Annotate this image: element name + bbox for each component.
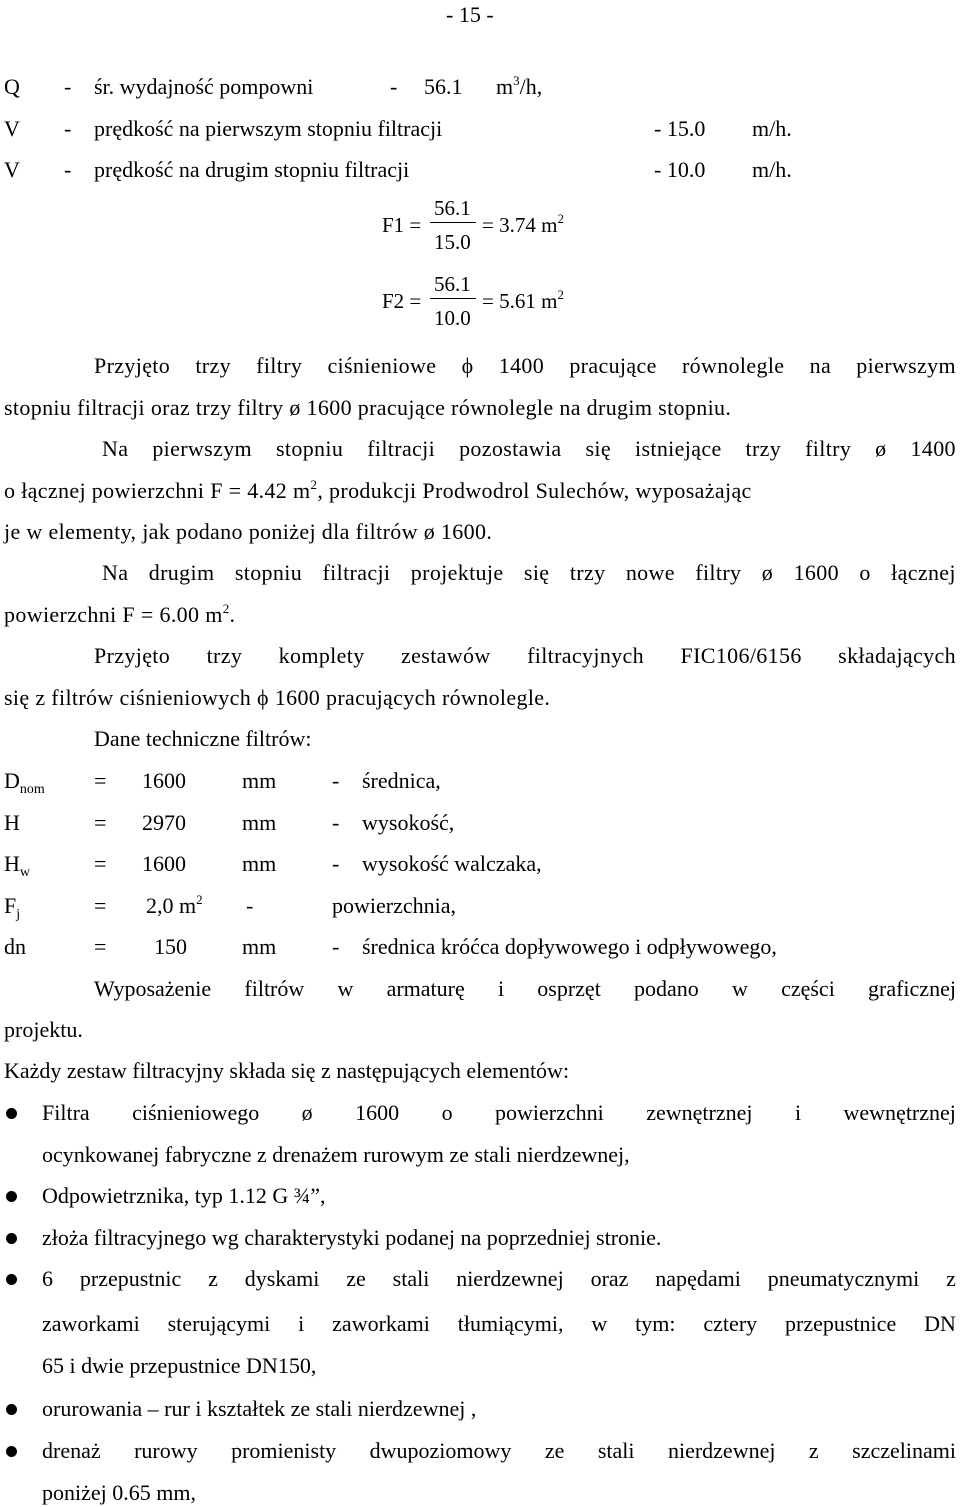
tech-symbol: $F_j$	[4, 893, 21, 922]
formula-lhs: F2 =	[382, 289, 422, 313]
tech-value: 1600	[142, 768, 186, 793]
var-dash: -	[64, 74, 72, 99]
justified-line: Na drugim stopniu filtracji projektuje się trzy nowe filtry ø 1600 o łącznej	[102, 560, 956, 585]
var-separator: -	[390, 74, 398, 99]
var-dash: -	[64, 157, 72, 182]
var-symbol: Q	[4, 74, 20, 99]
var-symbol: V	[4, 157, 20, 182]
var-unit: m/h.	[752, 116, 792, 141]
text-line: poniżej 0.65 mm,	[42, 1480, 196, 1505]
formula-rhs: = 5.61 $m^2$	[482, 287, 564, 313]
var-description: prędkość na pierwszym stopniu filtracji	[94, 116, 443, 141]
formula-numerator: 56.1	[434, 196, 471, 220]
tech-eq: =	[94, 768, 107, 793]
tech-description: powierzchnia,	[332, 893, 456, 918]
tech-unit: -	[246, 893, 254, 918]
bullet-icon	[6, 1274, 17, 1285]
text-line: o łącznej powierzchni F = 4.42 $m^2$, produkcji Prodwodrol Sulechów, wyposażając	[4, 477, 752, 503]
bullet-icon	[6, 1191, 17, 1202]
text-line: 65 i dwie przepustnice DN150,	[42, 1353, 317, 1378]
text-line: ocynkowanej fabryczne z drenażem rurowym ze stali nierdzewnej,	[42, 1142, 630, 1167]
justified-line: Filtra ciśnieniowego ø 1600 o powierzchni zewnętrznej i wewnętrznej	[42, 1100, 956, 1125]
var-value: - 10.0	[654, 157, 706, 182]
formula-denominator: 10.0	[434, 306, 471, 330]
justified-line: 6 przepustnic z dyskami ze stali nierdzewnej oraz napędami pneumatycznymi z	[42, 1266, 956, 1291]
set-intro: Każdy zestaw filtracyjny składa się z następujących elementów:	[4, 1058, 570, 1083]
tech-symbol: H	[4, 810, 20, 835]
formula-denominator: 15.0	[434, 230, 471, 254]
formula-lhs: F1 =	[382, 213, 422, 237]
text-line: powierzchni F = 6.00 $m^2$.	[4, 601, 236, 627]
tech-description: wysokość walczaka,	[362, 851, 542, 876]
tech-value: 2,0 $m^2$	[146, 892, 203, 918]
bullet-icon	[6, 1108, 17, 1119]
tech-value: 2970	[142, 810, 186, 835]
justified-line: drenaż rurowy promienisty dwupoziomowy ze stali nierdzewnej z szczelinami	[42, 1438, 956, 1463]
tech-dash: -	[332, 934, 340, 959]
var-dash: -	[64, 116, 72, 141]
justified-line: zaworkami sterującymi i zaworkami tłumiącymi, w tym: cztery przepustnice DN	[42, 1311, 956, 1336]
bullet-icon	[6, 1446, 17, 1457]
text-line: złoża filtracyjnego wg charakterystyki podanej na poprzedniej stronie.	[42, 1225, 662, 1250]
formula-numerator: 56.1	[434, 272, 471, 296]
tech-description: średnica króćca dopływowego i odpływowego,	[362, 934, 777, 959]
var-description: prędkość na drugim stopniu filtracji	[94, 157, 410, 182]
tech-symbol: $D_{nom}$	[4, 768, 45, 797]
page-number: - 15 -	[446, 2, 494, 27]
text-line: orurowania – rur i kształtek ze stali nierdzewnej ,	[42, 1396, 477, 1421]
var-unit: m/h.	[752, 157, 792, 182]
text-line: Odpowietrznika, typ 1.12 G ¾”,	[42, 1183, 326, 1208]
justified-line: Przyjęto trzy filtry ciśnieniowe ϕ 1400 pracujące równolegle na pierwszym	[94, 353, 956, 378]
formula-rhs: = 3.74 $m^2$	[482, 211, 564, 237]
tech-dash: -	[332, 851, 340, 876]
tech-data-heading: Dane techniczne filtrów:	[94, 726, 312, 751]
tech-eq: =	[94, 851, 107, 876]
tech-symbol: dn	[4, 934, 26, 959]
var-unit: $m^3/h$,	[496, 73, 543, 99]
var-value: - 15.0	[654, 116, 706, 141]
tech-unit: mm	[242, 768, 277, 793]
tech-value: 1600	[142, 851, 186, 876]
tech-description: średnica,	[362, 768, 441, 793]
fraction-bar	[430, 298, 476, 299]
var-description: śr. wydajność pompowni	[94, 74, 314, 99]
tech-symbol: $H_w$	[4, 851, 31, 880]
tech-dash: -	[332, 768, 340, 793]
text-line: stopniu filtracji oraz trzy filtry ø 1600 pracujące równolegle na drugim stopniu.	[4, 395, 732, 420]
tech-value: 150	[154, 934, 187, 959]
text-line: projektu.	[4, 1017, 83, 1042]
tech-unit: mm	[242, 934, 277, 959]
tech-dash: -	[332, 810, 340, 835]
tech-description: wysokość,	[362, 810, 455, 835]
bullet-icon	[6, 1404, 17, 1415]
bullet-icon	[6, 1233, 17, 1244]
justified-line: Wyposażenie filtrów w armaturę i osprzęt podano w części graficznej	[94, 976, 956, 1001]
fraction-bar	[430, 222, 476, 223]
text-line: się z filtrów ciśnieniowych ϕ 1600 pracujących równolegle.	[4, 685, 551, 710]
tech-eq: =	[94, 810, 107, 835]
var-value: 56.1	[424, 74, 463, 99]
tech-unit: mm	[242, 810, 277, 835]
tech-eq: =	[94, 893, 107, 918]
tech-eq: =	[94, 934, 107, 959]
justified-line: Na pierwszym stopniu filtracji pozostawia się istniejące trzy filtry ø 1400	[102, 436, 956, 461]
var-symbol: V	[4, 116, 20, 141]
justified-line: Przyjęto trzy komplety zestawów filtracyjnych FIC106/6156 składających	[94, 643, 956, 668]
tech-unit: mm	[242, 851, 277, 876]
text-line: je w elementy, jak podano poniżej dla filtrów ø 1600.	[4, 519, 493, 544]
